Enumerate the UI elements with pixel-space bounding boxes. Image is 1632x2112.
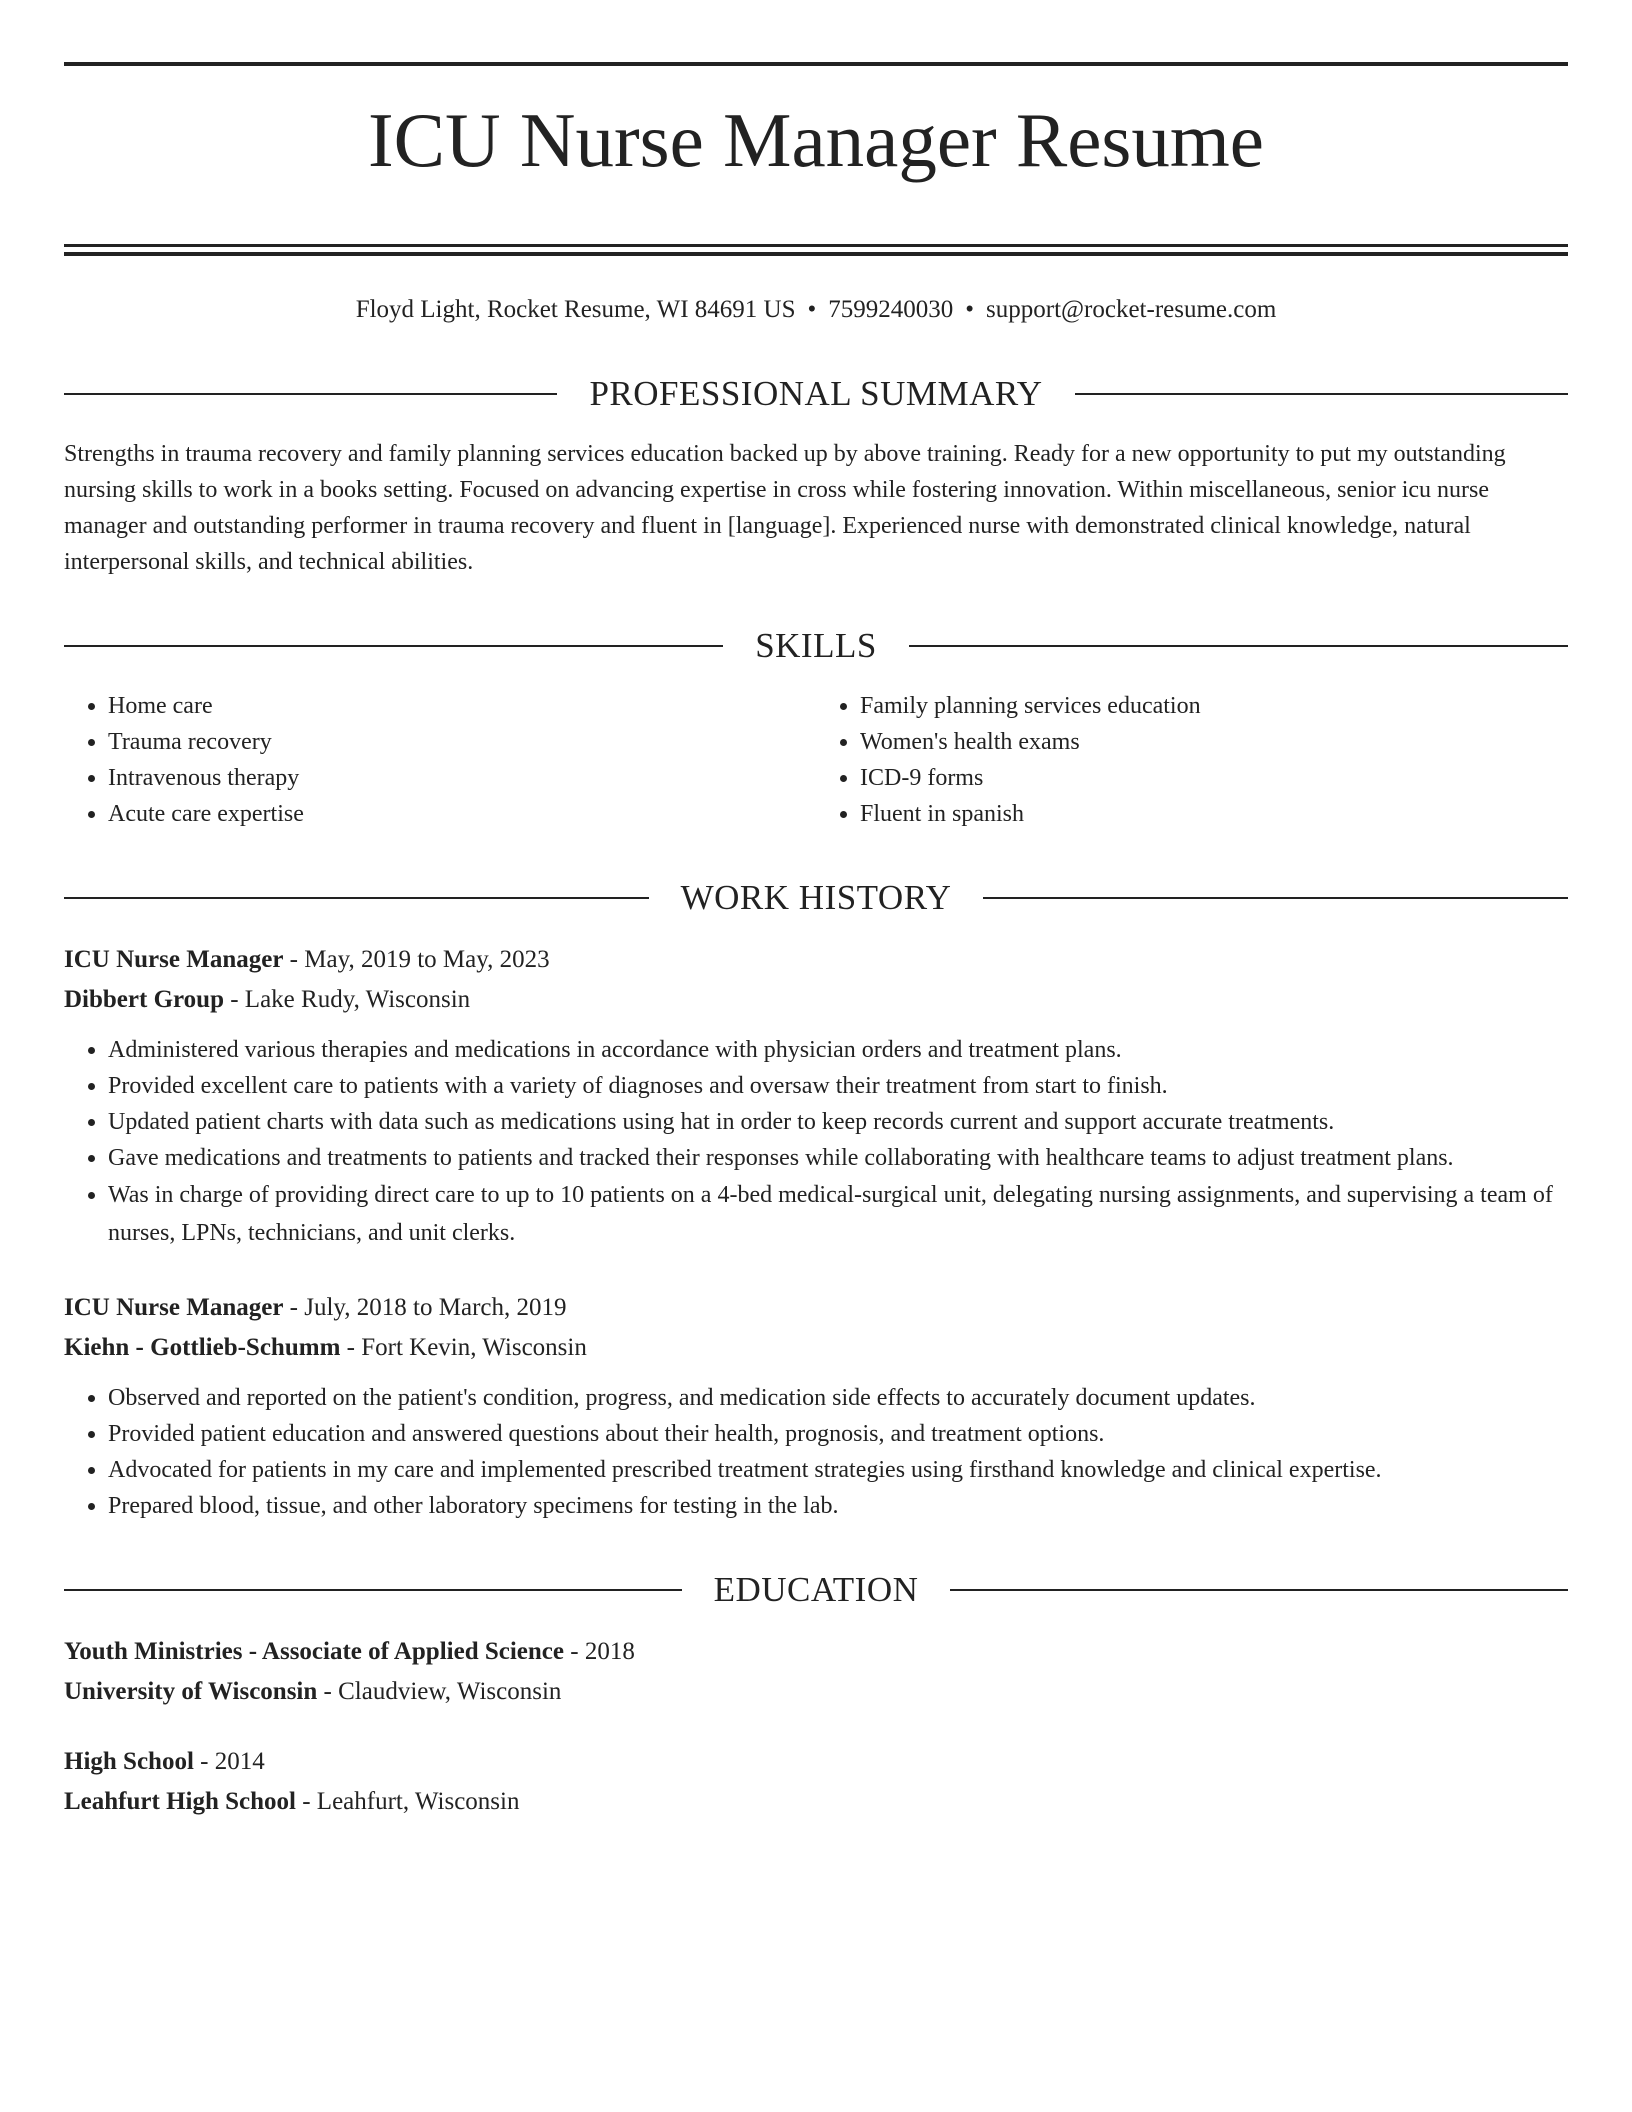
skill-item: • Acute care expertise: [108, 796, 816, 832]
job-dates: - July, 2018 to March, 2019: [283, 1294, 567, 1321]
job-bullet: • Provided excellent care to patients with a variety of diagnoses and oversaw their treatment from start to finish.: [108, 1068, 1568, 1104]
section-heading-education: [64, 1570, 1568, 1610]
education-location: - Leahfurt, Wisconsin: [295, 1788, 520, 1815]
job-bullet: • Was in charge of providing direct care to up to 10 patients on a 4-bed medical-surgical unit, delegating nursing assignments, and supervising a team of nurses, LPNs, technicians, and unit clerks.: [108, 1176, 1568, 1252]
job-title: ICU Nurse Manager: [64, 946, 284, 973]
education-heading: EDUCATION: [713, 1570, 919, 1609]
heading-rule: [64, 645, 723, 647]
job-entry: [64, 1288, 1568, 1524]
title-double-rule: [64, 244, 1568, 256]
job-bullet: • Gave medications and treatments to patients and tracked their responses while collaborating with healthcare teams to adjust treatment plans.: [108, 1140, 1568, 1176]
education-school: Leahfurt High School: [64, 1788, 296, 1815]
skills-column-left: [64, 688, 816, 832]
summary-text: Strengths in trauma recovery and family planning services education backed up by above training. Ready for a new opportunity to put my outstanding nursing skills to work in a books setting. Focused on advancing expertise in cross while fostering innovation. Within miscellaneous, senior icu nurse manager and outstanding performer in trauma recovery and fluent in [language]. Experienced nurse with demonstrated clinical knowledge, natural interpersonal skills, and technical abilities.: [64, 441, 1506, 575]
skills-heading: SKILLS: [755, 626, 877, 665]
contact-separator: •: [965, 296, 975, 323]
skills-column-right: [816, 688, 1568, 832]
summary-heading: PROFESSIONAL SUMMARY: [589, 374, 1043, 413]
heading-rule: [950, 1589, 1568, 1591]
job-bullet: • Administered various therapies and medications in accordance with physician orders and treatment plans.: [108, 1032, 1568, 1068]
job-bullet: • Observed and reported on the patient's condition, progress, and medication side effects to accurately document updates.: [108, 1380, 1568, 1416]
education-location: - Claudview, Wisconsin: [317, 1678, 562, 1705]
contact-address: Floyd Light, Rocket Resume, WI 84691 US: [355, 296, 796, 323]
job-title-row: [64, 1288, 1568, 1328]
job-bullet: • Updated patient charts with data such as medications using hat in order to keep records current and support accurate treatments.: [108, 1104, 1568, 1140]
heading-rule: [64, 897, 649, 899]
job-company: Dibbert Group: [64, 986, 224, 1013]
section-heading-skills: [64, 626, 1568, 666]
job-location: - Lake Rudy, Wisconsin: [223, 986, 471, 1013]
work-heading: WORK HISTORY: [680, 878, 952, 917]
education-degree-row: [64, 1742, 1568, 1782]
job-bullets: [64, 1380, 1568, 1524]
job-bullet: • Advocated for patients in my care and implemented prescribed treatment strategies using firsthand knowledge and clinical expertise.: [108, 1452, 1568, 1488]
skill-item: • Intravenous therapy: [108, 760, 816, 796]
job-company-row: [64, 980, 1568, 1020]
job-company-row: [64, 1328, 1568, 1368]
contact-line: [64, 292, 1568, 328]
job-bullet: • Provided patient education and answered questions about their health, prognosis, and treatment options.: [108, 1416, 1568, 1452]
education-degree: High School: [64, 1748, 194, 1775]
skill-item: • Family planning services education: [860, 688, 1568, 724]
job-entry: [64, 940, 1568, 1252]
heading-rule: [64, 393, 557, 395]
education-entry: [64, 1632, 1568, 1712]
job-company: Kiehn - Gottlieb-Schumm: [64, 1334, 341, 1361]
education-year: - 2014: [193, 1748, 265, 1775]
resume-title: ICU Nurse Manager Resume: [368, 97, 1264, 183]
skills-list: [64, 688, 1568, 832]
job-bullets: [64, 1032, 1568, 1252]
section-heading-summary: [64, 374, 1568, 414]
skill-item: • Women's health exams: [860, 724, 1568, 760]
contact-phone: 7599240030: [828, 296, 954, 323]
heading-rule: [64, 1589, 682, 1591]
heading-rule: [909, 645, 1568, 647]
education-school: University of Wisconsin: [64, 1678, 318, 1705]
education-degree: Youth Ministries - Associate of Applied Science: [64, 1638, 564, 1665]
skill-item: • Trauma recovery: [108, 724, 816, 760]
job-title-row: [64, 940, 1568, 980]
education-degree-row: [64, 1632, 1568, 1672]
skill-item: • Home care: [108, 688, 816, 724]
skill-item: • ICD-9 forms: [860, 760, 1568, 796]
job-location: - Fort Kevin, Wisconsin: [340, 1334, 587, 1361]
skill-item: • Fluent in spanish: [860, 796, 1568, 832]
education-year: - 2018: [564, 1638, 635, 1665]
contact-separator: •: [807, 296, 817, 323]
job-bullet: • Prepared blood, tissue, and other laboratory specimens for testing in the lab.: [108, 1488, 1568, 1524]
heading-rule: [1075, 393, 1568, 395]
education-school-row: [64, 1782, 1568, 1822]
resume-page: [64, 62, 1568, 1822]
section-heading-work: [64, 878, 1568, 918]
heading-rule: [983, 897, 1568, 899]
job-dates: - May, 2019 to May, 2023: [283, 946, 550, 973]
education-school-row: [64, 1672, 1568, 1712]
job-title: ICU Nurse Manager: [64, 1294, 284, 1321]
education-entry: [64, 1742, 1568, 1822]
contact-email: support@rocket-resume.com: [986, 296, 1277, 323]
